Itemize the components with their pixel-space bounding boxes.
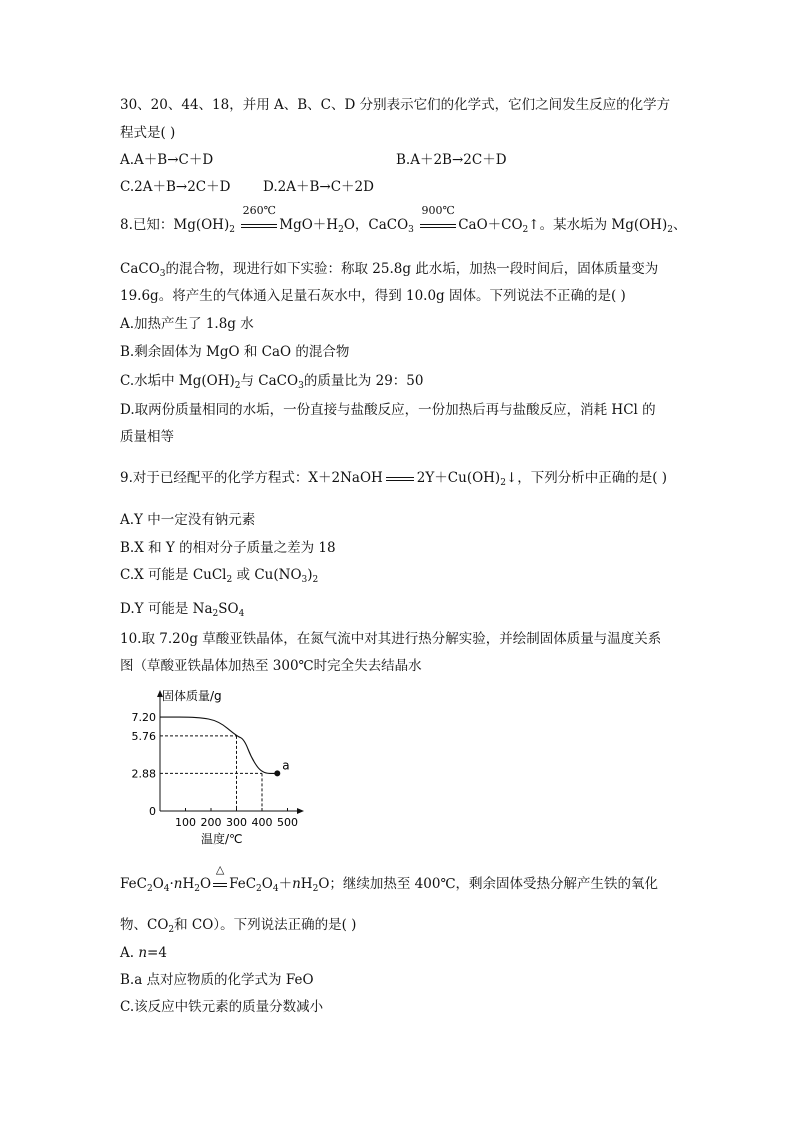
q8-product1: MgO＋H	[279, 217, 339, 233]
formula-part: O	[261, 876, 273, 892]
subscript: 4	[272, 884, 279, 894]
y-tick-label: 0	[149, 805, 156, 818]
subscript: 3	[159, 269, 166, 279]
subscript: 2	[338, 225, 344, 235]
subscript: 2	[312, 575, 319, 585]
subscript: 2	[146, 884, 153, 894]
q8-prefix: 8.已知：Mg(OH)	[120, 217, 230, 233]
q8-option-c	[120, 372, 423, 395]
subscript: 2	[226, 575, 233, 585]
formula-part: ＋	[278, 876, 293, 892]
q8-tail2: 、	[672, 217, 687, 233]
q9-optd-1: D.Y 可能是 Na	[120, 601, 213, 617]
formula-part: ·	[169, 876, 174, 892]
subscript: 2	[234, 381, 241, 391]
y-tick-label: 2.88	[131, 767, 156, 781]
point-a-marker	[274, 770, 280, 776]
x-tick-label: 400	[251, 816, 273, 829]
q8-optc-2: 与 CaCO	[240, 373, 299, 389]
formula-part: O	[200, 876, 212, 892]
formula-part: FeC	[229, 876, 257, 892]
q9-stem-2: 2Y＋Cu(OH)	[416, 470, 501, 486]
q9-option-c	[120, 566, 318, 589]
q8-product2: CaO＋CO	[458, 217, 523, 233]
formula-tail: ；继续加热至 400℃，剩余固体受热分解产生铁的氧化	[329, 876, 659, 892]
reaction-arrow	[241, 204, 277, 234]
chart-axes	[157, 690, 304, 814]
q9-option-b: B.X 和 Y 的相对分子质量之差为 18	[120, 540, 336, 556]
x-tick-label: 100	[175, 816, 196, 829]
x-axis-arrow	[297, 808, 304, 814]
x-tick-label: 200	[200, 816, 222, 829]
chart-labels	[132, 688, 299, 846]
q9-stem	[120, 469, 667, 492]
reaction-condition: 260℃	[242, 204, 276, 217]
q8-optc-3: 的质量比为 29：50	[303, 373, 424, 389]
subscript: 4	[163, 884, 170, 894]
point-a-label: a	[282, 758, 290, 773]
subscript: 2	[168, 925, 175, 935]
subscript: 3	[301, 575, 308, 585]
q8-mid: O，CaCO	[343, 217, 409, 233]
q9-optc-1: C.X 可能是 CuCl	[120, 567, 227, 583]
q8-option-a: A.加热产生了 1.8g 水	[120, 316, 254, 332]
q10-stem-line2: 图（草酸亚铁晶体加热至 300℃时完全失去结晶水	[120, 658, 422, 674]
q8-tail: ↑。某水垢为 Mg(OH)	[528, 217, 668, 233]
q8-option-d-line1: D.取两份质量相同的水垢，一份直接与盐酸反应，一份加热后再与盐酸反应，消耗 HCl 的	[120, 402, 656, 418]
y-axis-label: 固体质量/g	[162, 689, 222, 703]
subscript: 4	[238, 609, 245, 619]
subscript: 3	[408, 225, 414, 235]
q8-optc-1: C.水垢中 Mg(OH)	[120, 373, 235, 389]
reaction-arrow	[420, 204, 456, 234]
subscript: 2	[194, 884, 201, 894]
q7-intro-line1: 30、20、44、18，并用 A、B、C、D 分别表示它们的化学式，它们之间发生反应的化学方	[120, 97, 671, 113]
q8-stem-line1	[120, 204, 687, 239]
q8-line2b: 的混合物，现进行如下实验：称取 25.8g 此水垢，加热一段时间后，固体质量变为	[165, 261, 659, 277]
reaction-arrow	[213, 863, 227, 893]
q10-opta-1: A.	[120, 945, 139, 961]
q7-option-d: D.2A＋B→C＋2D	[263, 179, 374, 195]
q8-line2a: CaCO	[120, 261, 160, 277]
subscript: 2	[312, 884, 319, 894]
q8-stem-line3: 19.6g。将产生的气体通入足量石灰水中，得到 10.0g 固体。下列说法不正确的是( )	[120, 288, 626, 304]
formula-part: FeC	[120, 876, 147, 892]
q10-equation-line	[120, 863, 659, 898]
formula-variable: n	[173, 876, 183, 892]
q9-optd-2: SO	[218, 601, 239, 617]
q9-stem-3: ↓，下列分析中正确的是( )	[505, 470, 668, 486]
subscript: 2	[212, 609, 219, 619]
chart-series	[160, 717, 280, 776]
q9-stem-1: 9.对于已经配平的化学方程式：X＋2NaOH	[120, 470, 383, 486]
formula-part: H	[182, 876, 195, 892]
reaction-condition: △	[215, 863, 225, 876]
q10-line-b2: 和 CO）。下列说法正确的是( )	[174, 917, 357, 933]
formula-part: O	[318, 876, 330, 892]
q10-opta-var: n	[138, 945, 148, 961]
formula-part: O	[152, 876, 164, 892]
q9-option-a: A.Y 中一定没有钠元素	[120, 512, 256, 528]
mass-temperature-chart	[120, 686, 320, 851]
y-tick-label: 7.20	[131, 711, 156, 725]
x-tick-label: 300	[226, 816, 247, 829]
q9-option-d	[120, 600, 244, 623]
q10-line-b1: 物、CO	[120, 917, 169, 933]
q8-option-b: B.剩余固体为 MgO 和 CaO 的混合物	[120, 344, 350, 360]
subscript: 3	[298, 381, 304, 391]
subscript: 2	[256, 884, 262, 894]
subscript: 2	[500, 478, 506, 488]
subscript: 2	[522, 225, 529, 235]
q10-stem-line3	[120, 916, 356, 939]
x-axis-label: 温度/℃	[201, 832, 243, 846]
x-tick-label: 500	[277, 816, 298, 829]
subscript: 2	[667, 225, 673, 235]
mass-curve	[160, 717, 277, 773]
q8-stem-line2	[120, 260, 658, 283]
formula-part: H	[300, 876, 313, 892]
q10-stem-line1: 10.取 7.20g 草酸亚铁晶体，在氮气流中对其进行热分解实验，并绘制固体质量与温度关系	[120, 631, 662, 647]
equals-sign	[386, 477, 414, 481]
reaction-condition: 900℃	[421, 204, 455, 217]
q8-option-d-line2: 质量相等	[120, 429, 174, 445]
q7-option-a: A.A＋B→C＋D	[120, 152, 214, 168]
q7-option-c: C.2A＋B→2C＋D	[120, 179, 231, 195]
q10-opta-3: =4	[147, 945, 167, 961]
q10-option-b: B.a 点对应物质的化学式为 FeO	[120, 972, 314, 988]
q7-intro-line2: 程式是( )	[120, 125, 176, 141]
q7-option-b: B.A＋2B→2C＋D	[396, 152, 507, 168]
q9-optc-3: )	[307, 567, 313, 583]
q10-option-c: C.该反应中铁元素的质量分数减小	[120, 999, 324, 1015]
y-tick-label: 5.76	[131, 729, 156, 743]
formula-variable: n	[292, 876, 301, 892]
q9-optc-2: 或 Cu(NO	[236, 567, 302, 583]
q10-option-a	[120, 944, 167, 962]
subscript: 2	[229, 225, 235, 235]
